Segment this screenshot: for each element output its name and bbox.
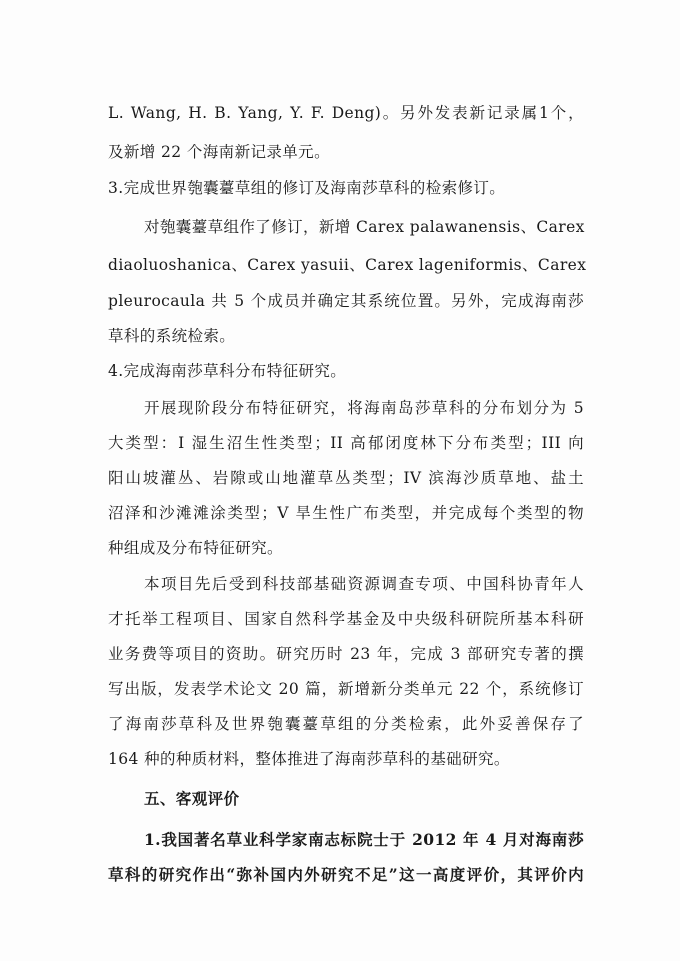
text-line: 164 种的种质材料，整体推进了海南莎草科的基础研究。 bbox=[108, 750, 510, 768]
text-line: 业务费等项目的资助。研究历时 23 年，完成 3 部研究专著的撰 bbox=[108, 645, 584, 663]
text-line: 才托举工程项目、国家自然科学基金及中央级科研院所基本科研 bbox=[108, 610, 584, 628]
text-line: 开展现阶段分布特征研究，将海南岛莎草科的分布划分为 5 bbox=[144, 399, 584, 417]
section-heading: 五、客观评价 bbox=[144, 789, 240, 808]
text-line: 种组成及分布特征研究。 bbox=[108, 539, 283, 557]
text-line: 本项目先后受到科技部基础资源调查专项、中国科协青年人 bbox=[144, 575, 584, 593]
text-line: 及新增 22 个海南新记录单元。 bbox=[108, 143, 330, 161]
text-line: 了海南莎草科及世界匏囊薹草组的分类检索，此外妥善保存了 bbox=[108, 715, 584, 733]
text-line: 写出版，发表学术论文 20 篇，新增新分类单元 22 个，系统修订 bbox=[108, 680, 584, 698]
text-line: pleurocaula 共 5 个成员并确定其系统位置。另外，完成海南莎 bbox=[108, 292, 584, 310]
text-line: diaoluoshanica、Carex yasuii、Carex lageniformis、Carex bbox=[108, 256, 587, 274]
list-heading: 4.完成海南莎草科分布特征研究。 bbox=[108, 362, 347, 380]
text-line: 1.我国著名草业科学家南志标院士于 2012 年 4 月对海南莎 bbox=[144, 830, 584, 849]
text-line: 阳山坡灌丛、岩隙或山地灌草丛类型；IV 滨海沙质草地、盐土 bbox=[108, 469, 584, 487]
text-line: 草科的研究作出“弥补国内外研究不足”这一高度评价，其评价内 bbox=[108, 865, 584, 884]
text-line: 对匏囊薹草组作了修订，新增 Carex palawanensis、Carex bbox=[144, 218, 585, 236]
text-line: L. Wang, H. B. Yang, Y. F. Deng)。另外发表新记录属1个， bbox=[108, 104, 584, 122]
list-heading: 3.完成世界匏囊薹草组的修订及海南莎草科的检索修订。 bbox=[108, 179, 506, 197]
text-line: 草科的系统检索。 bbox=[108, 327, 236, 345]
text-line: 沼泽和沙滩滩涂类型；V 旱生性广布类型，并完成每个类型的物 bbox=[108, 504, 584, 522]
text-line: 大类型：I 湿生沼生性类型；II 高郁闭度林下分布类型；III 向 bbox=[108, 434, 584, 452]
